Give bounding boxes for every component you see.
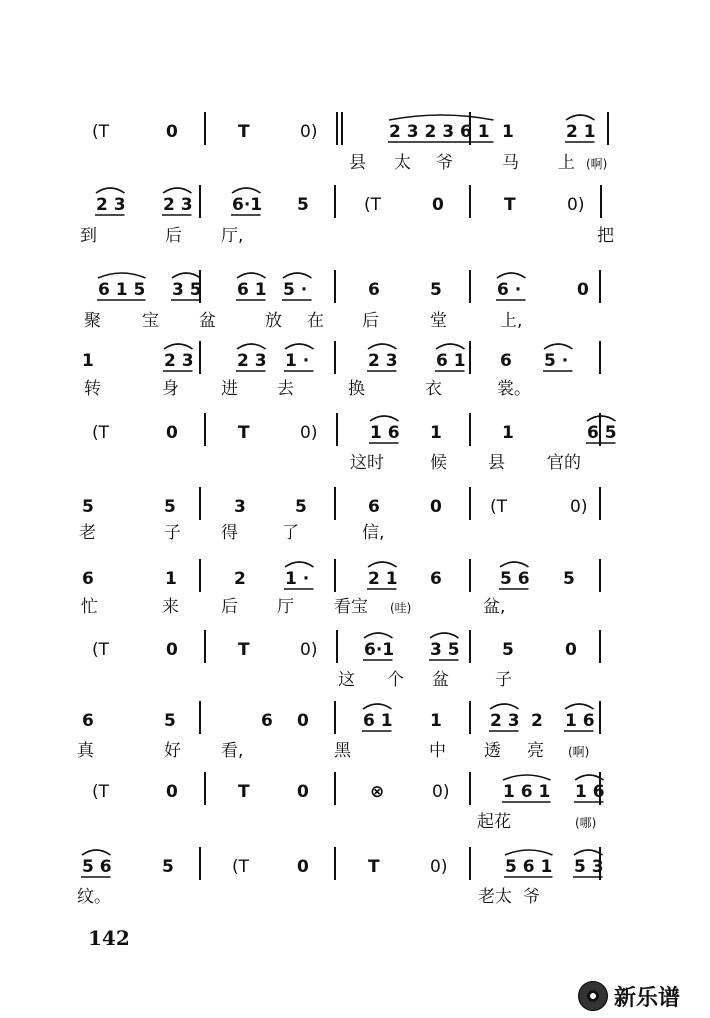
lyric-char: (哇) — [390, 601, 412, 615]
lyric-char: 在 — [307, 311, 324, 331]
note-token: 1 — [430, 711, 442, 731]
note-token: 6 1 5 — [98, 280, 146, 300]
note-token: 5 — [563, 569, 575, 589]
note-token: 0) — [570, 497, 588, 517]
note-token: 3 5 — [172, 280, 202, 300]
note-token: 2 3 — [490, 711, 520, 731]
slur-arc — [574, 850, 603, 855]
note-token: 0 — [430, 497, 442, 517]
lyric-char: 县 — [349, 153, 366, 173]
slur-arc — [490, 704, 519, 709]
lyric-char: 这 — [338, 670, 355, 690]
lyric-char: 到 — [80, 226, 97, 246]
slur-arc — [232, 188, 261, 193]
note-token: (T — [490, 497, 508, 517]
lyric-char: 真 — [77, 741, 94, 761]
slur-arc — [587, 416, 616, 421]
note-token: 1 6 — [565, 711, 595, 731]
slur-arc — [163, 188, 192, 193]
slur-arc — [82, 850, 111, 855]
lyric-char: 马 — [502, 153, 519, 173]
note-token: (T — [92, 122, 110, 142]
note-token: 1 6 1 — [503, 782, 551, 802]
note-token: 0 — [577, 280, 589, 300]
note-token: 3 5 — [430, 640, 460, 660]
lyric-char: 了 — [282, 523, 299, 543]
note-token: 2 3 2 3 6 1 — [389, 122, 490, 142]
note-token: 5 6 — [500, 569, 530, 589]
lyric-char: 转 — [84, 379, 101, 399]
lyric-char: (啊) — [586, 157, 608, 171]
note-token: 1 — [502, 122, 514, 142]
note-token: 2 3 — [237, 351, 267, 371]
note-token: 1 6 — [370, 423, 400, 443]
slur-arc — [164, 344, 193, 349]
lyric-char: 老 — [79, 523, 96, 543]
note-token: 0) — [432, 782, 450, 802]
lyric-char: 看宝 — [334, 597, 368, 617]
lyric-char: 宝 — [142, 311, 159, 331]
note-token: (T — [92, 640, 110, 660]
lyric-char: 黑 — [334, 741, 351, 761]
note-token: 6 — [368, 497, 380, 517]
lyric-char: 候 — [430, 453, 447, 473]
note-token: 2 — [531, 711, 543, 731]
note-token: 0 — [166, 782, 178, 802]
slur-arc — [500, 562, 529, 567]
note-token: 5 3 — [574, 857, 604, 877]
note-token: T — [238, 640, 250, 660]
note-token: 6 1 — [363, 711, 393, 731]
note-token: 5 — [164, 497, 176, 517]
lyric-char: 太 — [394, 153, 411, 173]
note-token: 6·1 — [364, 640, 395, 660]
note-token: 0 — [432, 195, 444, 215]
slur-arc — [370, 416, 399, 421]
slur-arc — [566, 115, 595, 120]
note-token: 6 1 — [237, 280, 267, 300]
note-token: 5 — [82, 497, 94, 517]
lyric-char: 信, — [362, 523, 385, 543]
slur-arc — [98, 273, 146, 278]
slur-arc — [363, 704, 392, 709]
note-token: 0) — [300, 640, 318, 660]
note-token: 5 — [295, 497, 307, 517]
note-token: 2 3 — [96, 195, 126, 215]
note-token: 0) — [567, 195, 585, 215]
slur-arc — [430, 633, 459, 638]
lyric-char: 进 — [221, 379, 238, 399]
lyric-char: 官的 — [547, 453, 581, 473]
note-token: 5 — [430, 280, 442, 300]
lyric-char: 厅 — [277, 597, 294, 617]
slur-arc — [389, 115, 494, 120]
page-number: 142 — [88, 926, 130, 950]
note-token: (T — [364, 195, 382, 215]
note-token: 6 — [430, 569, 442, 589]
lyric-char: 起花 — [477, 812, 511, 832]
lyric-char: 这时 — [350, 453, 384, 473]
note-token: 6 — [82, 711, 94, 731]
slur-arc — [565, 704, 594, 709]
note-token: 1 — [165, 569, 177, 589]
lyric-char: 亮 — [527, 741, 544, 761]
note-token: 5 — [164, 711, 176, 731]
note-token: 6 — [261, 711, 273, 731]
note-token: 1 · — [285, 569, 310, 589]
note-token: 0 — [297, 857, 309, 877]
slur-arc — [368, 562, 397, 567]
note-token: 6 · — [497, 280, 522, 300]
lyric-char: 上 — [558, 153, 575, 173]
slur-arc — [544, 344, 573, 349]
slur-arc — [505, 850, 553, 855]
note-token: 6 1 — [436, 351, 466, 371]
note-token: T — [238, 423, 250, 443]
note-token: 0) — [430, 857, 448, 877]
note-token: 5 6 1 — [505, 857, 553, 877]
slur-arc — [285, 562, 314, 567]
site-logo[interactable] — [578, 980, 680, 1012]
lyric-char: 县 — [488, 453, 505, 473]
note-token: 1 6 — [575, 782, 605, 802]
lyric-char: 透 — [484, 741, 501, 761]
lyric-char: 子 — [164, 523, 181, 543]
lyric-char: 中 — [429, 741, 446, 761]
lyric-char: 堂 — [430, 311, 447, 331]
note-token: 5 · — [544, 351, 569, 371]
slur-arc — [503, 775, 551, 780]
slur-arc — [237, 273, 266, 278]
lyric-char: 爷 — [436, 153, 453, 173]
slur-arc — [283, 273, 312, 278]
lyric-char: (哪) — [575, 816, 597, 830]
lyric-char: 后 — [165, 226, 182, 246]
note-token: T — [238, 782, 250, 802]
note-token: 2 3 — [164, 351, 194, 371]
slur-arc — [237, 344, 266, 349]
note-token: 5 — [162, 857, 174, 877]
note-token: 0) — [300, 423, 318, 443]
lyric-char: 好 — [164, 741, 181, 761]
lyric-char: 来 — [162, 597, 179, 617]
lyric-char: 聚 — [84, 311, 101, 331]
lyric-char: 把 — [597, 226, 614, 246]
note-token: 0 — [297, 782, 309, 802]
lyric-char: 衣 — [425, 379, 442, 399]
lyric-char: 身 — [162, 379, 179, 399]
slur-arc — [368, 344, 397, 349]
lyric-char: 盆, — [483, 597, 506, 617]
vinyl-record-icon — [578, 981, 608, 1011]
slur-arc — [497, 273, 526, 278]
note-token: 5 6 — [82, 857, 112, 877]
lyric-char: 个 — [387, 670, 404, 690]
lyric-char: 忙 — [81, 597, 98, 617]
lyric-char: 盆 — [199, 311, 216, 331]
lyric-char: 换 — [348, 379, 365, 399]
note-token: 1 · — [285, 351, 310, 371]
note-token: 5 — [297, 195, 309, 215]
lyric-char: (啊) — [568, 745, 590, 759]
slur-arc — [285, 344, 314, 349]
note-token: (T — [92, 782, 110, 802]
note-token: ⊗ — [370, 782, 385, 802]
lyric-char: 纹。 — [77, 887, 111, 907]
note-token: 6·1 — [232, 195, 263, 215]
note-token: 3 — [234, 497, 246, 517]
note-token: 5 — [502, 640, 514, 660]
lyric-char: 盆 — [432, 670, 449, 690]
lyric-char: 后 — [221, 597, 238, 617]
slur-arc — [436, 344, 465, 349]
lyric-char: 得 — [221, 523, 238, 543]
note-token: 6 5 — [587, 423, 617, 443]
note-token: 1 — [82, 351, 94, 371]
note-token: 6 — [368, 280, 380, 300]
lyric-char: 老太 — [478, 887, 512, 907]
note-token: T — [504, 195, 516, 215]
slur-arc — [96, 188, 125, 193]
note-token: 0 — [565, 640, 577, 660]
note-token: T — [238, 122, 250, 142]
lyric-char: 上, — [500, 311, 523, 331]
slur-arc — [172, 273, 201, 278]
note-token: 0) — [300, 122, 318, 142]
note-token: 0 — [297, 711, 309, 731]
note-token: 1 — [502, 423, 514, 443]
note-token: 1 — [430, 423, 442, 443]
note-token: 2 — [234, 569, 246, 589]
logo-text: 新乐谱 — [614, 985, 681, 1011]
note-token: 6 — [500, 351, 512, 371]
note-token: 0 — [166, 122, 178, 142]
note-token: (T — [92, 423, 110, 443]
note-token: 5 · — [283, 280, 308, 300]
slur-arc — [364, 633, 393, 638]
lyric-char: 去 — [277, 379, 294, 399]
note-token: 0 — [166, 423, 178, 443]
note-token: 2 1 — [566, 122, 596, 142]
note-token: T — [368, 857, 380, 877]
lyric-char: 后 — [362, 311, 379, 331]
note-token: 0 — [166, 640, 178, 660]
lyric-char: 看, — [221, 741, 244, 761]
lyric-char: 放 — [265, 311, 282, 331]
note-token: (T — [232, 857, 250, 877]
lyric-char: 爷 — [523, 887, 540, 907]
lyric-char: 子 — [495, 670, 512, 690]
lyric-char: 裳。 — [497, 379, 531, 399]
lyric-char: 厅, — [221, 226, 244, 246]
note-token: 2 3 — [163, 195, 193, 215]
note-token: 2 1 — [368, 569, 398, 589]
note-token: 6 — [82, 569, 94, 589]
note-token: 2 3 — [368, 351, 398, 371]
